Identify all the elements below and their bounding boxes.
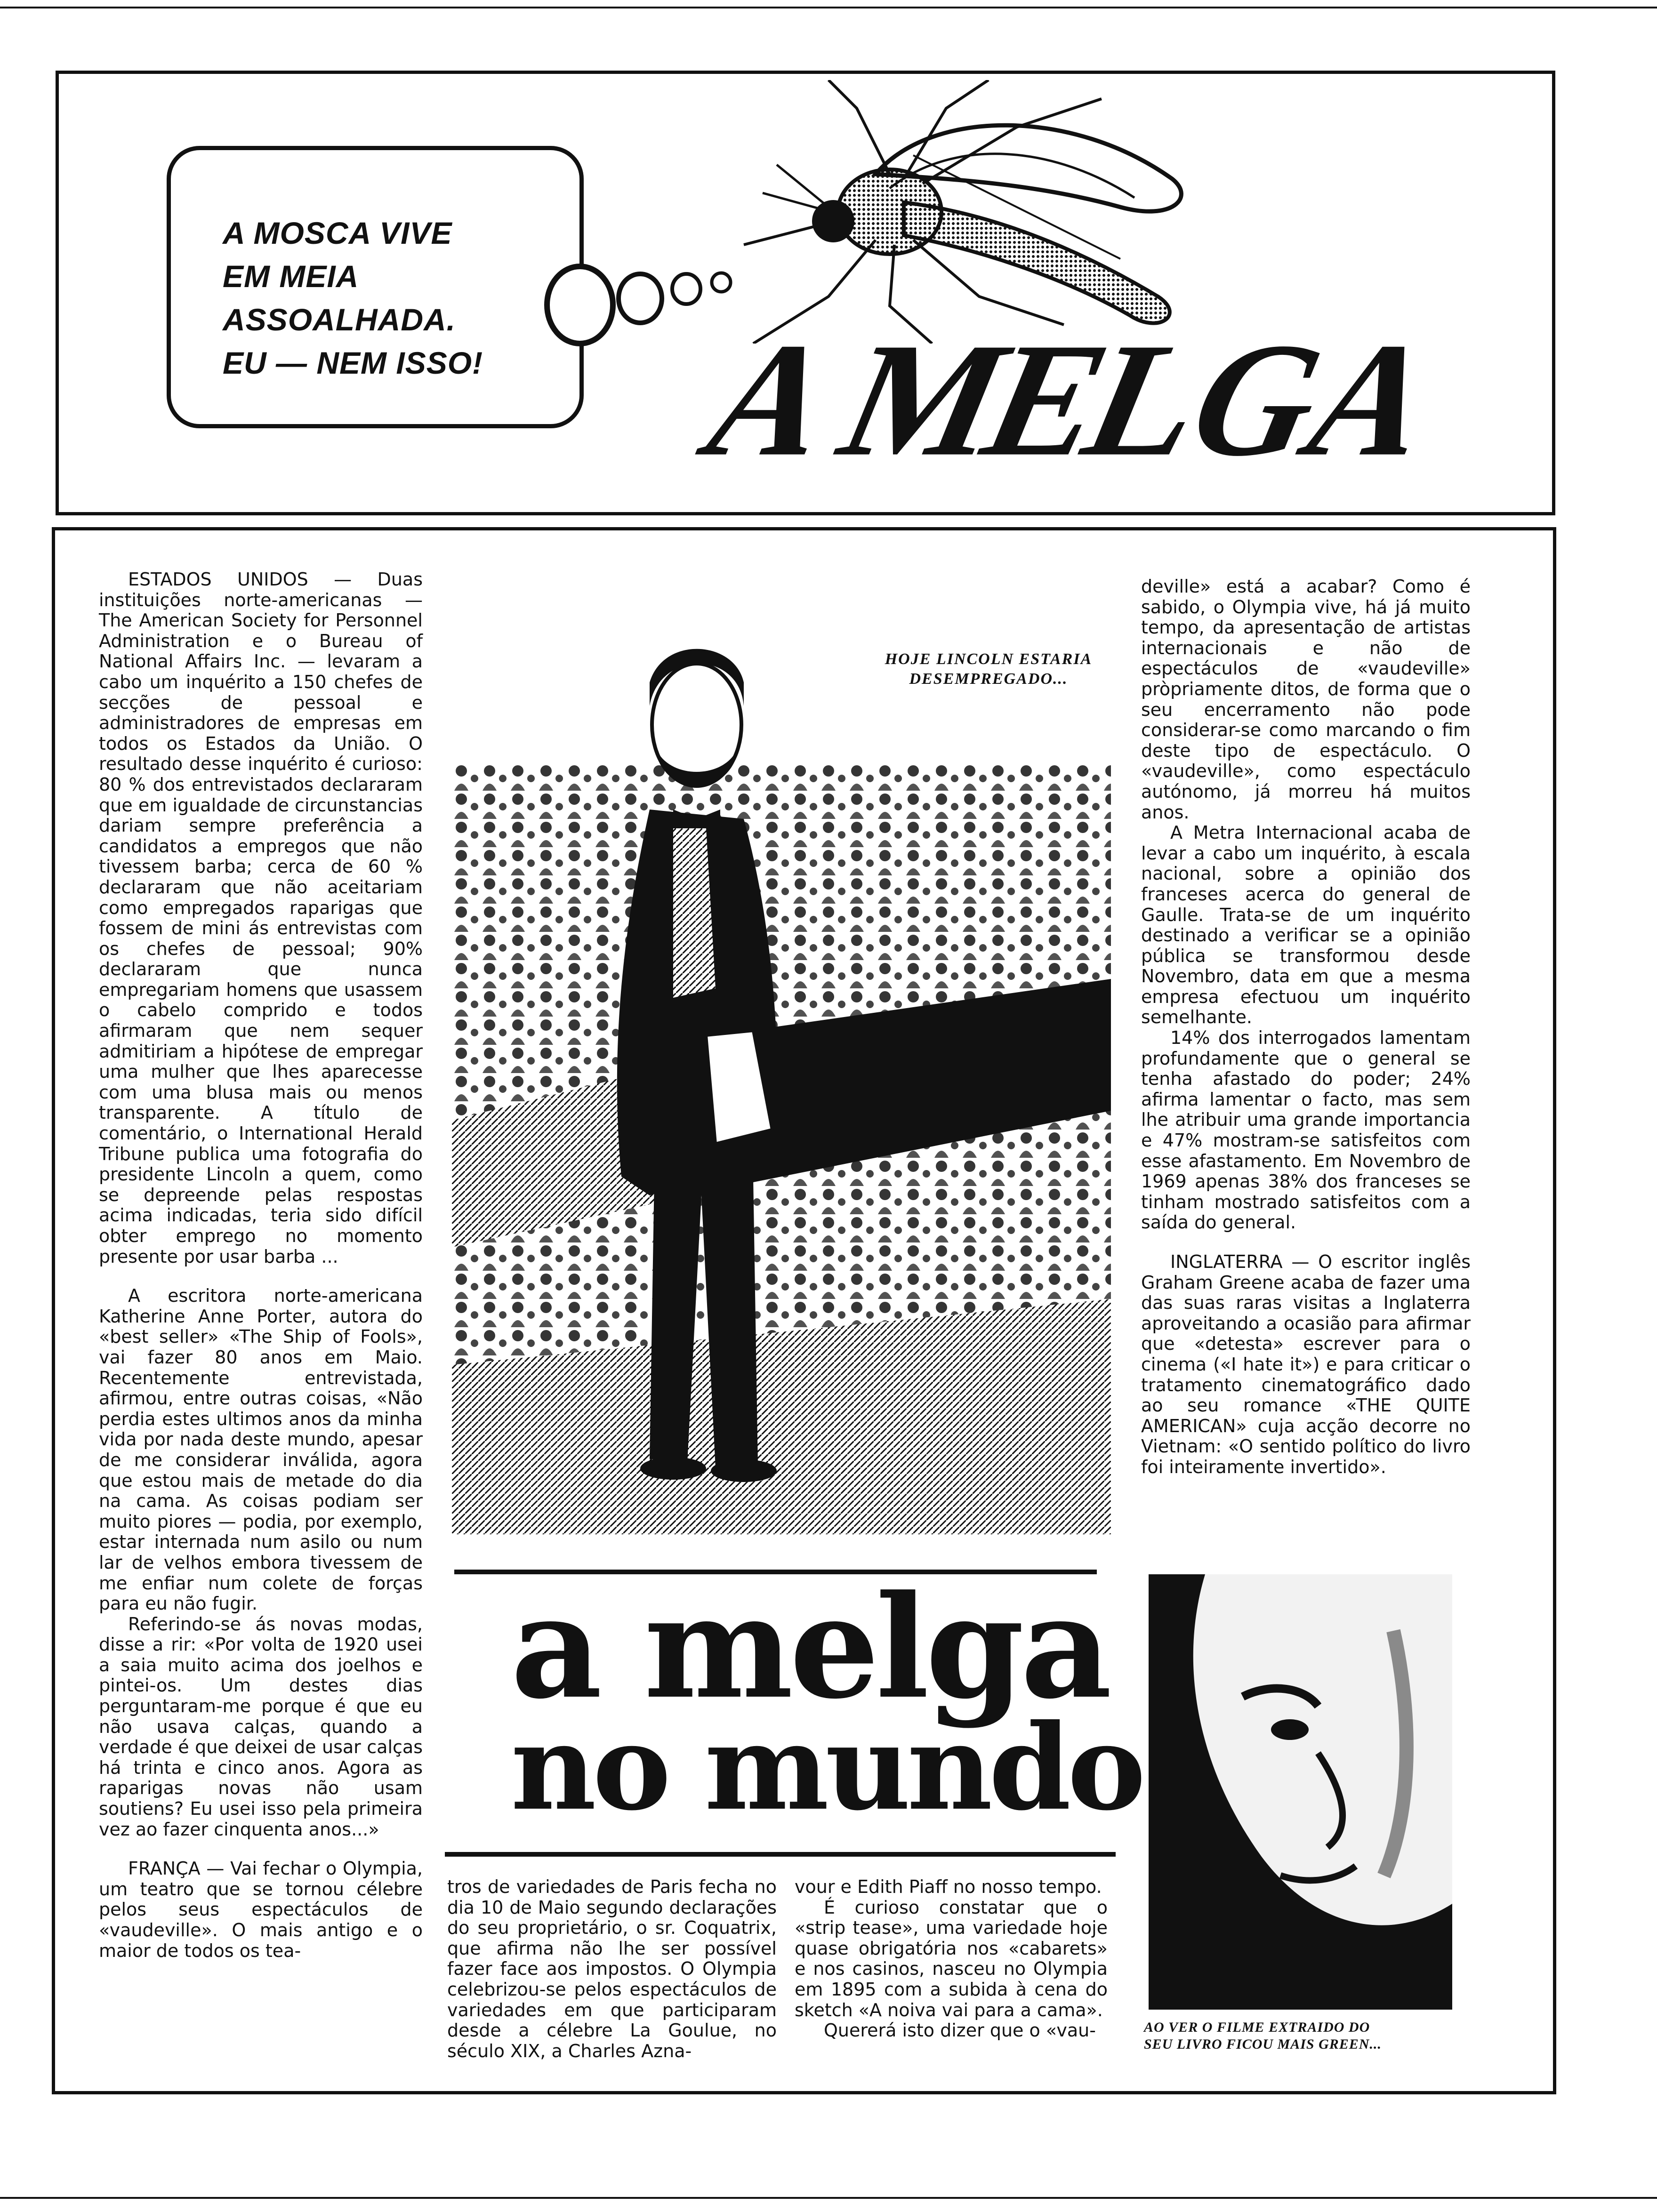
poll-paragraph: 14% dos interrogados lamentam profundamente que o general se tenha afastado do poder; 24% afirma lamentar o facto, mas sem lhe atribuir uma grande importancia e 47% mostram-se satisfeitos com esse afastamento. Em Novembro de 1969 apenas 38% dos franceses se tinham mostrado satisfeitos com a saída do general.: [1141, 1027, 1471, 1233]
greene-caption: [1144, 2019, 1469, 2053]
porter-paragraph: A escritora norte-americana Katherine Anne Porter, autora do «best seller» «The Ship of Fools», vai fazer 80 anos em Maio. Recentemente entrevistada, afirmou, entre outras coisas, «Não perdia estes ultimos anos da minha vida por nada deste mundo, apesar de me considerar inválida, agora que estou mais de metade do dia na cama. As coisas podiam ser muito piores — podia, por exemplo, estar internada num asilo ou num lar de velhos embora tivessem de me enfiar num colete de forças para eu não fugir.: [99, 1285, 423, 1614]
lincoln-caption-line-2: DESEMPREGADO...: [909, 670, 1068, 688]
bubble-line-1: A MOSCA VIVE: [223, 216, 452, 250]
bubble-text: [223, 211, 579, 385]
lincoln-caption: [866, 649, 1111, 689]
lincoln-caption-line-1: HOJE LINCOLN ESTARIA: [885, 650, 1093, 668]
bottom-rule: [0, 2197, 1657, 2199]
section-rule-bottom: [445, 1852, 1116, 1857]
masthead-title: A MELGA: [679, 309, 1462, 490]
france-paragraph: FRANÇA — Vai fechar o Olympia, um teatro que se tornou célebre pelos seus espectáculos de «vaudeville». O mais antigo e o maior de todos os tea-: [99, 1858, 423, 1961]
vaudeville-paragraph: deville» está a acabar? Como é sabido, o Olympia vive, há já muito tempo, da apresentação de artistas internacionais e não de espectáculos de «vaudeville» pròpriamente ditos, de forma que o seu encerramento não pode considerar-se como marcando o fim deste tipo de espectáculo. O «vaudeville», como espectáculo autónomo, já morreu há muitos anos.: [1141, 576, 1471, 823]
bubble-line-3: EU — NEM ISSO!: [223, 345, 483, 380]
usa-paragraph: ESTADOS UNIDOS — Duas instituições norte-americanas — The American Society for Personnel Administration e o Bureau of National Affairs Inc. — levaram a cabo um inquérito a 150 chefes de secções de pessoal e administradores de empresas em todos os Estados da União. O resultado desse inquérito é curioso: 80 % dos entrevistados declararam que em igualdade de circunstancias dariam sempre preferência a candidatos a empregos que não tivessem barba; cerca de 60 % declararam que não aceitariam como empregados raparigas que fossem de mini ás entrevistas com os chefes de pessoal; 90% declararam que nunca empregariam homens que usassem o cabelo comprido e todos afirmaram que nem sequer admitiriam a hipótese de empregar uma mulher que lhes aparecesse com uma blusa mais ou menos transparente. A título de comentário, o International Herald Tribune publica uma fotografia do presidente Lincoln a quem, como se depreende pelas respostas acima indicadas, teria sido difícil obter emprego no momento presente por usar barba ...: [99, 569, 423, 1267]
thought-bubble: [167, 146, 584, 428]
bubble-line-2: EM MEIA ASSOALHADA.: [223, 259, 456, 337]
lincoln-photo: [452, 565, 1111, 1534]
column-1: [99, 569, 423, 1961]
vaudeville-question: Quererá isto dizer que o «vau-: [824, 2020, 1096, 2041]
greene-caption-line-2: SEU LIVRO FICOU MAIS GREEN...: [1144, 2036, 1382, 2052]
greene-caption-line-1: AO VER O FILME EXTRAIDO DO: [1144, 2020, 1370, 2035]
greene-photo: [1149, 1574, 1452, 2010]
strip-tease-paragraph: É curioso constatar que o «strip tease», uma variedade hoje quase obrigatória nos «cabarets» e nos casinos, nasceu no Olympia em 1895 com a subida à cena do sketch «A noiva vai para a cama».: [795, 1897, 1108, 2020]
section-title-line-1: a melga: [511, 1564, 1109, 1730]
column-2: [447, 1877, 777, 2061]
piaf-paragraph: vour e Edith Piaff no nosso tempo.: [795, 1876, 1102, 1897]
mosquito-icon: [734, 80, 1229, 344]
thought-bubble-icon: [537, 254, 744, 348]
greene-portrait: [1149, 1574, 1452, 2010]
metra-paragraph: A Metra Internacional acaba de levar a cabo um inquérito, à escala nacional, sobre a opinião dos franceses acerca do general de Gaulle. Trata-se de um inquérito destinado a verificar se a opinião pública se transformou desde Novembro, data em que a mesma empresa efectuou um inquérito semelhante.: [1141, 822, 1471, 1028]
section-title-line-2: no mundo: [511, 1698, 1142, 1836]
column-4: [1141, 577, 1471, 1478]
column-3: [795, 1877, 1108, 2041]
olympia-paragraph: tros de variedades de Paris fecha no dia 10 de Maio segundo declarações do seu proprietário, o sr. Coquatrix, que afirma não lhe ser possível fazer face aos impostos. O Olympia celebrizou-se pelos espectáculos de variedades em que participaram desde a célebre La Goulue, no século XIX, a Charles Azna-: [447, 1876, 777, 2061]
top-rule: [0, 7, 1657, 8]
fashion-paragraph: Referindo-se ás novas modas, disse a rir: «Por volta de 1920 usei a saia muito acima dos joelhos e pintei-os. Um destes dias perguntaram-me porque é que eu não usava calças, quando a verdade é que deixei de usar calças há trinta e cinco anos. Agora as raparigas novas não usam soutiens? Eu usei isso pela primeira vez ao fazer cinquenta anos...»: [99, 1613, 423, 1840]
lincoln-illustration: [452, 565, 1111, 1534]
england-paragraph: INGLATERRA — O escritor inglês Graham Greene acaba de fazer uma das suas raras visitas a Inglaterra aproveitando a ocasião para afirmar que «detesta» escrever para o cinema («I hate it») e para criticar o tratamento cinematográfico dado ao seu romance «THE QUITE AMERICAN» cuja acção decorre no Vietnam: «O sentido político do livro foi inteiramente invertido».: [1141, 1251, 1471, 1477]
